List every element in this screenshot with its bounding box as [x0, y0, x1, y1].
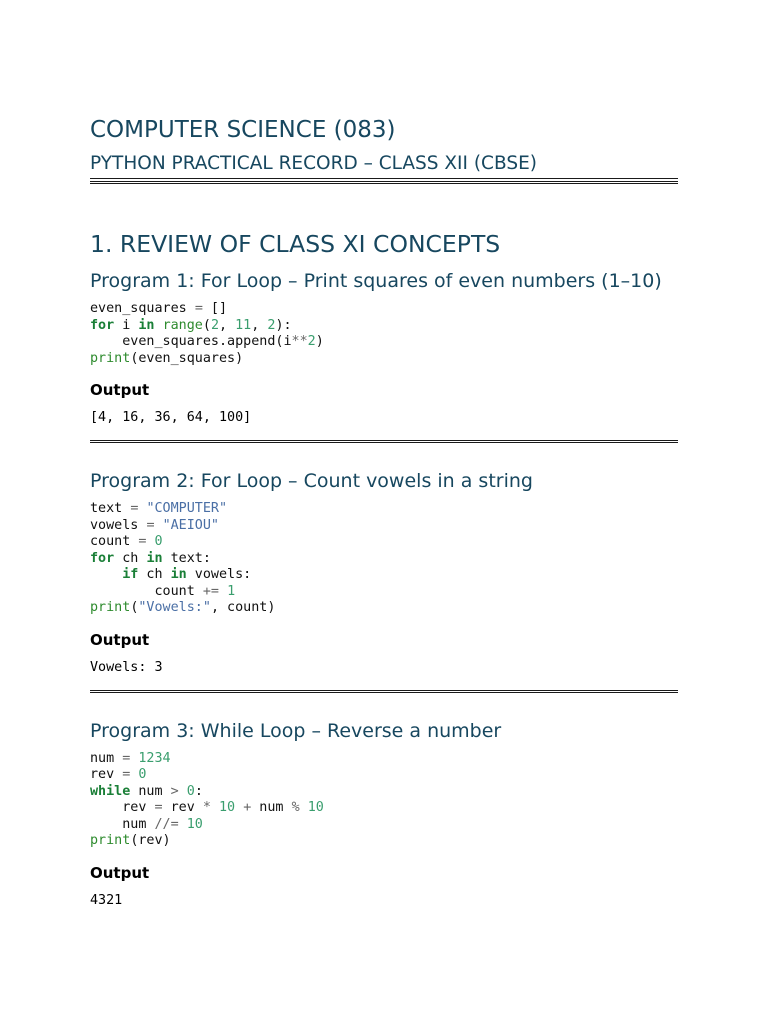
program-3: [90, 719, 678, 910]
document-subtitle: PYTHON PRACTICAL RECORD – CLASS XII (CBSE): [90, 152, 678, 179]
program-divider: [90, 690, 678, 693]
program-output: [4, 16, 36, 64, 100]: [90, 410, 252, 425]
output-label: Output: [90, 863, 150, 882]
program-1: [90, 269, 678, 443]
document-content: [90, 112, 678, 910]
code-block: even_squares = [] for i in range(2, 11, 2): even_squares.append(i**2) print(even_squares): [90, 301, 324, 366]
output-label: Output: [90, 630, 150, 649]
output-label: Output: [90, 381, 150, 399]
program-output: 4321: [90, 892, 123, 908]
program-title: Program 2: For Loop – Count vowels in a string: [90, 470, 533, 492]
code-block: num = 1234 rev = 0 while num > 0: rev = rev * 10 + num % 10 num //= 10 print(rev): [90, 750, 324, 848]
code-block: text = "COMPUTER" vowels = "AEIOU" count = 0 for ch in text: if ch in vowels: count += 1 print("Vowels:", count): [90, 501, 276, 615]
program-2: [90, 469, 678, 693]
document-title: COMPUTER SCIENCE (083): [90, 117, 396, 143]
program-divider: [90, 440, 678, 443]
program-output: Vowels: 3: [90, 659, 163, 675]
section-heading: 1. REVIEW OF CLASS XI CONCEPTS: [90, 230, 501, 258]
title-divider: [90, 181, 678, 184]
program-title: Program 1: For Loop – Print squares of even numbers (1–10): [90, 270, 662, 292]
program-title: Program 3: While Loop – Reverse a number: [90, 719, 502, 742]
